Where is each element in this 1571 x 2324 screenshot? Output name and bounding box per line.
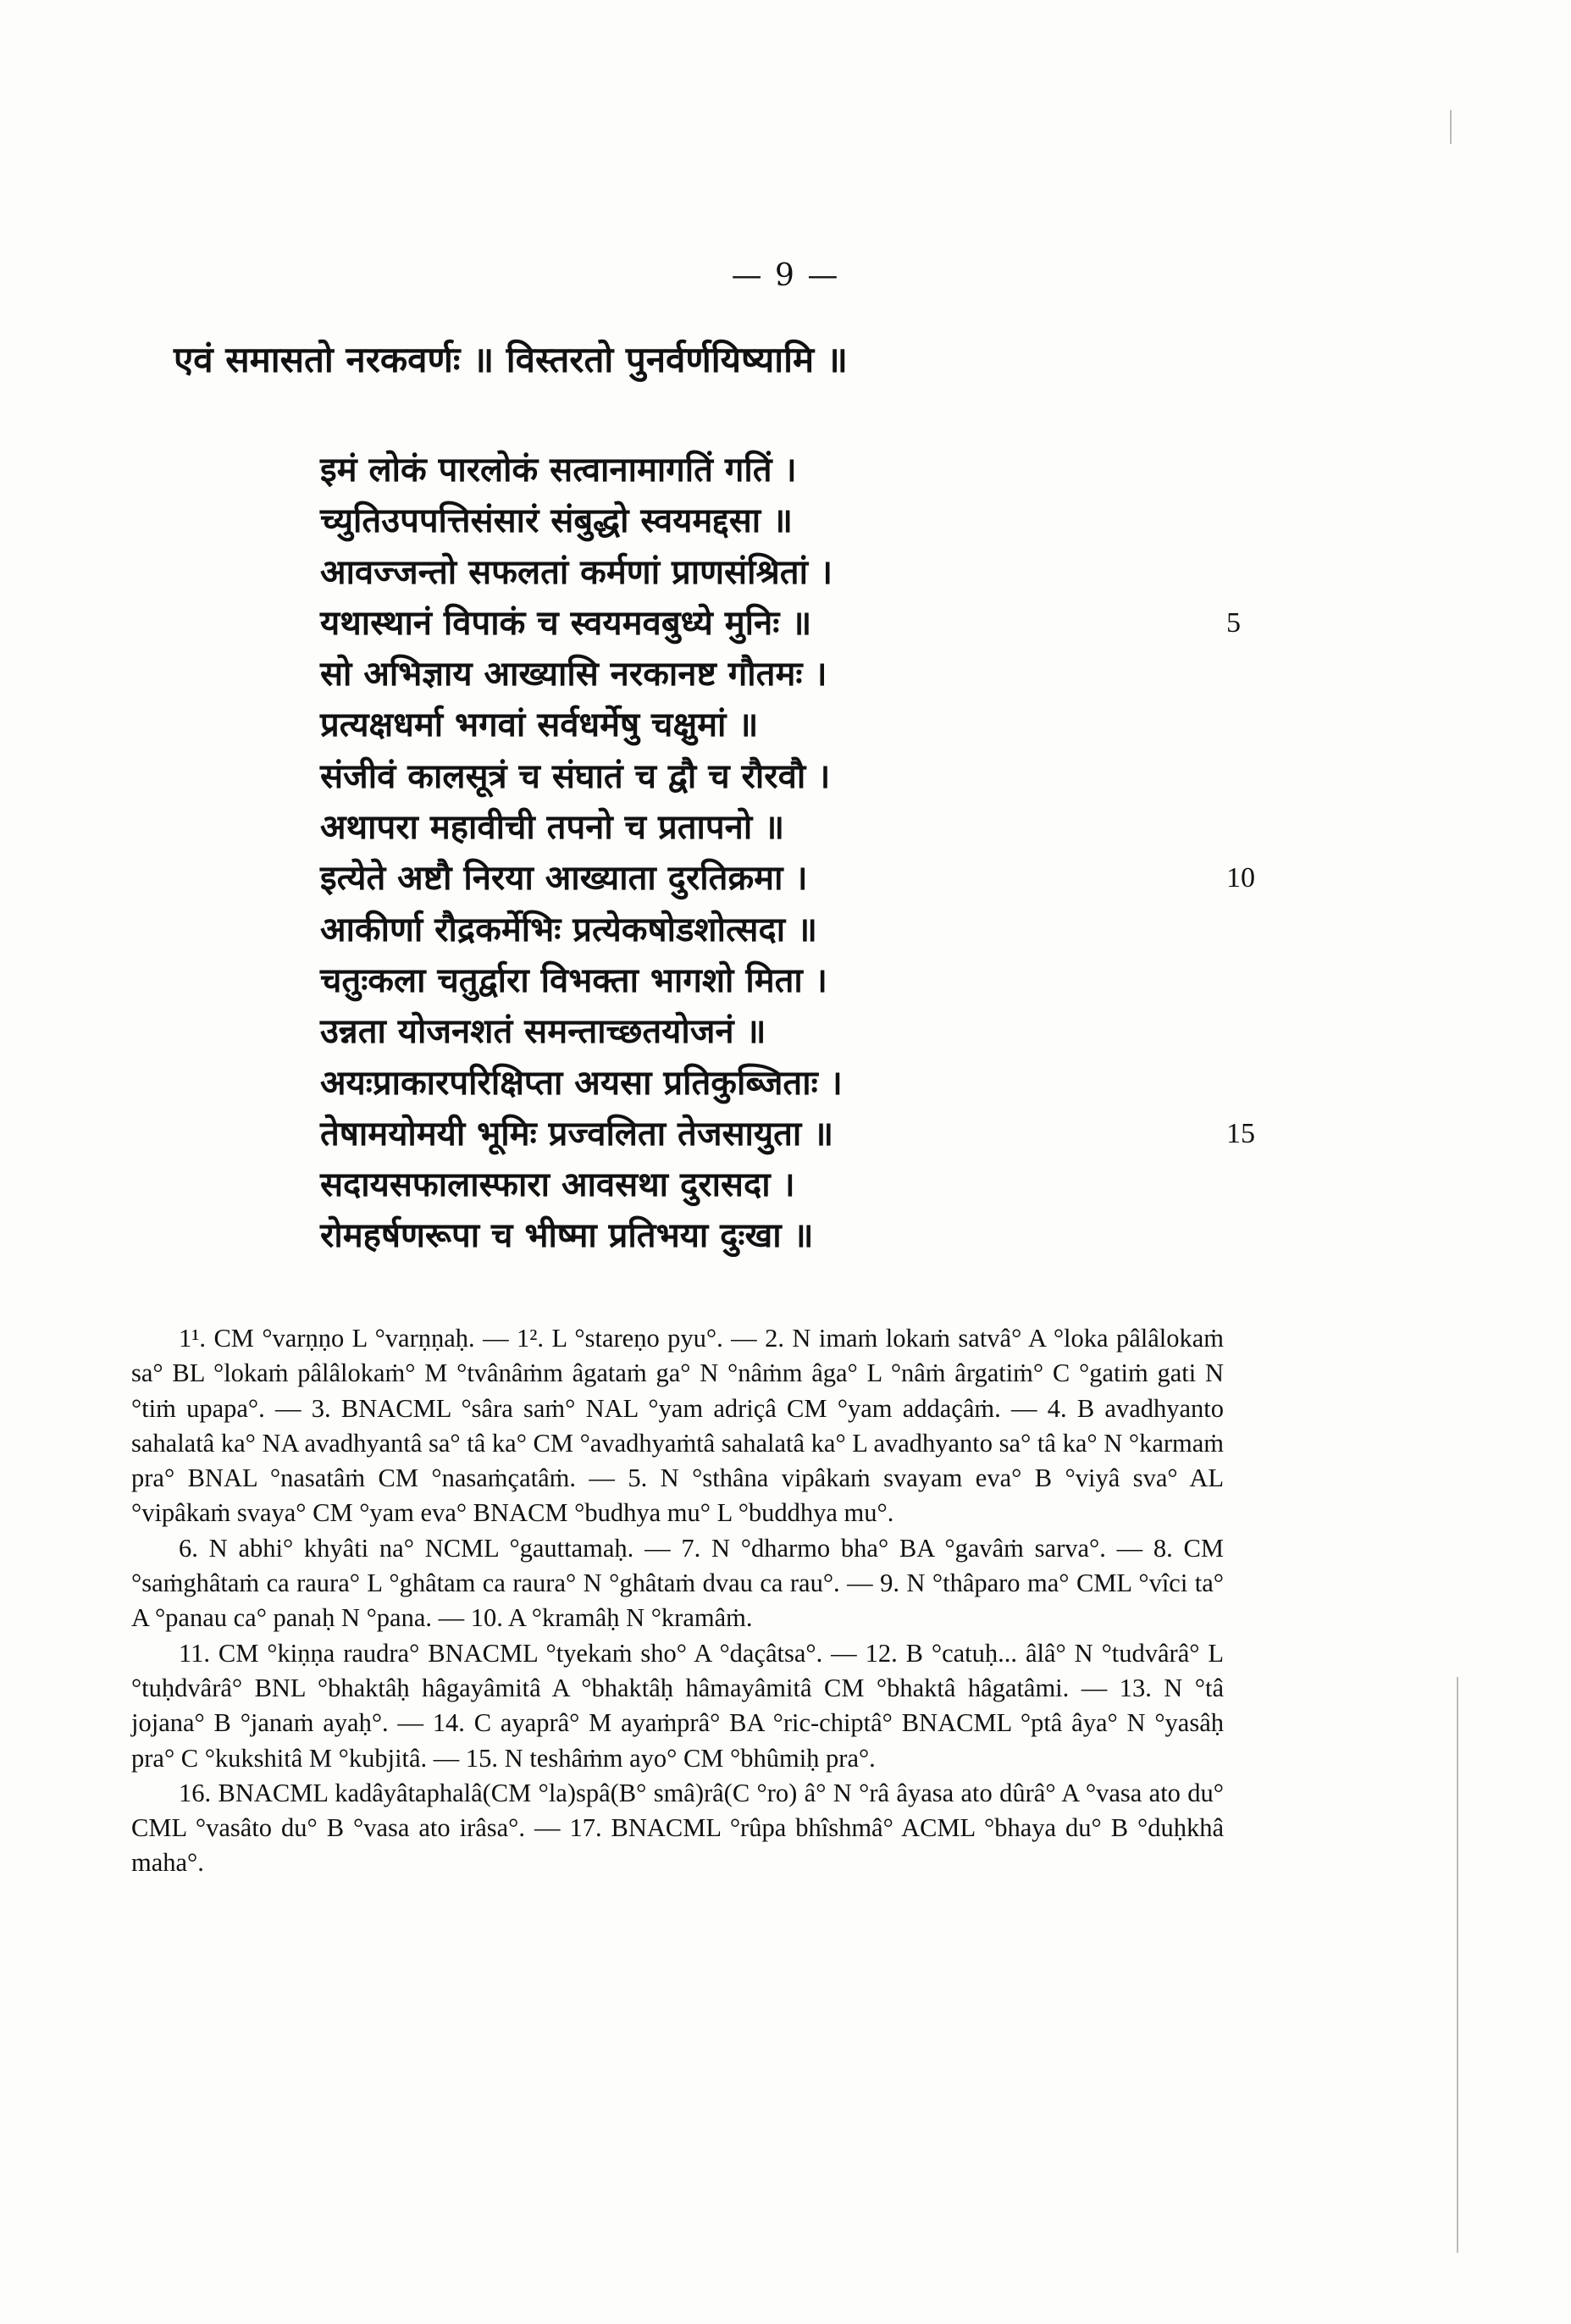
verse-text: प्रत्यक्षधर्मा भगवां सर्वधर्मेषु चक्षुमां ॥ (320, 706, 759, 745)
verse-text: अयःप्राकारपरिक्षिप्ता अयसा प्रतिकुब्जिताः । (320, 1063, 843, 1103)
verse-line (320, 495, 1294, 546)
line-number: 5 (1226, 606, 1241, 639)
verse-line (320, 1058, 1294, 1109)
apparatus-note: 1¹. CM °varṇṇo L °varṇṇaḥ. — 1². L °stareṇo pyu°. — 2. N imaṁ lokaṁ satvâ° A °loka pâlâlokaṁ sa° BL °lokaṁ pâlâlokaṁ° M °tvânâṁm âgataṁ ga° N °nâṁm âga° L °nâṁ ârgatiṁ° C °gatiṁ gati N °tiṁ upapa°. — 3. BNACML °sâra saṁ° NAL °yam adriçâ CM °yam addaçâṁ. — 4. B avadhyanto sahalatâ ka° NA avadhyantâ sa° tâ ka° CM °avadhyaṁtâ sahalatâ ka° L avadhyanto sa° tâ ka° N °karmaṁ pra° BNAL °nasatâṁ CM °nasaṁçatâṁ. — 5. N °sthâna vipâkaṁ svayam eva° B °viyâ sva° AL °vipâkaṁ svaya° CM °yam eva° BNACM °budhya mu° L °buddhya mu°. (131, 1324, 1224, 1528)
verse-text: उन्नता योजनशतं समन्ताच्छतयोजनं ॥ (320, 1012, 766, 1052)
line-number: 15 (1226, 1117, 1255, 1149)
critical-apparatus (131, 1321, 1224, 1881)
prose-heading-line: एवं समासतो नरकवर्णः ॥ विस्तरतो पुनर्वर्णयिष्यामि ॥ (174, 339, 848, 380)
apparatus-note: 11. CM °kiṇṇa raudra° BNACML °tyekaṁ sho° A °daçâtsa°. — 12. B °catuḥ... âlâ° N °tudvârâ° L °tuḥdvârâ° BNL °bhaktâḥ hâgayâmitâ A °bhaktâḥ hâmayâmitâ CM °bhaktâ hâgatâmi. — 13. N °tâ jojana° B °janaṁ ayaḥ°. — 14. C ayaprâ° M ayaṁprâ° BA °ric-chiptâ° BNACML °ptâ âya° N °yasâḥ pra° C °kukshitâ M °kubjitâ. — 15. N teshâṁm ayo° CM °bhûmiḥ pra°. (131, 1638, 1224, 1773)
page-edge-mark (1457, 1677, 1458, 2253)
verse-line (320, 547, 1294, 598)
verse-line (320, 1159, 1294, 1210)
verse-line (320, 853, 1294, 904)
apparatus-note: 16. BNACML kadâyâtaphalâ(CM °la)spâ(B° smâ)râ(C °ro) â° N °râ âyasa ato dûrâ° A °vasa ato du° CML °vasâto du° B °vasa ato irâsa°. — 17. BNACML °rûpa bhîshmâ° ACML °bhaya du° B °duḥkhâ maha°. (131, 1778, 1224, 1878)
verse-line (320, 598, 1294, 649)
verse-text: आकीर्णा रौद्रकर्मेभिः प्रत्येकषोडशोत्सदा ॥ (320, 910, 817, 949)
verse-text: इत्येते अष्टौ निरया आख्याता दुरतिक्रमा । (320, 859, 808, 899)
verse-line (320, 649, 1294, 700)
verse-line (320, 1210, 1294, 1261)
page-edge-mark (1450, 110, 1452, 144)
verse-line (320, 1006, 1294, 1057)
verse-text: च्युतिउपपत्तिसंसारं संबुद्धो स्वयमद्दसा ॥ (320, 501, 793, 541)
verse-text: चतुःकला चतुर्द्वारा विभक्ता भागशो मिता । (320, 960, 827, 1000)
verse-text: सदायसफालास्फारा आवसथा दुरासदा । (320, 1165, 795, 1205)
verse-text: सो अभिज्ञाय आख्यासि नरकानष्ट गौतमः । (320, 655, 827, 694)
verse-line (320, 955, 1294, 1006)
verse-text: इमं लोकं पारलोकं सत्वानामागतिं गतिं । (320, 451, 797, 490)
verse-text: अथापरा महावीची तपनो च प्रतापनो ॥ (320, 808, 785, 848)
page-number: — 9 — (731, 258, 840, 293)
verse-text: संजीवं कालसूत्रं च संघातं च द्वौ च रौरवौ । (320, 756, 831, 796)
verse-text: तेषामयोमयी भूमिः प्रज्वलिता तेजसायुता ॥ (320, 1114, 834, 1154)
verse-line (320, 802, 1294, 853)
verse-line (320, 905, 1294, 955)
verse-text: आवज्जन्तो सफलतां कर्मणां प्राणसंश्रितां । (320, 552, 833, 592)
verse-line (320, 751, 1294, 802)
verse-line (320, 1109, 1294, 1159)
line-number: 10 (1226, 862, 1255, 894)
verse-line (320, 445, 1294, 495)
verse-line (320, 700, 1294, 750)
verse-text: रोमहर्षणरूपा च भीष्मा प्रतिभया दुःखा ॥ (320, 1216, 814, 1256)
verse-block (320, 445, 1294, 1262)
verse-text: यथास्थानं विपाकं च स्वयमवबुध्ये मुनिः ॥ (320, 603, 812, 643)
apparatus-note: 6. N abhi° khyâti na° NCML °gauttamaḥ. — 7. N °dharmo bha° BA °gavâṁ sarva°. — 8. CM °saṁghâtaṁ ca raura° L °ghâtam ca raura° N °ghâtaṁ dvau ca rau°. — 9. N °thâparo ma° CML °vîci ta° A °panau ca° panaḥ N °pana. — 10. A °kramâḥ N °kramâṁ. (131, 1533, 1224, 1633)
